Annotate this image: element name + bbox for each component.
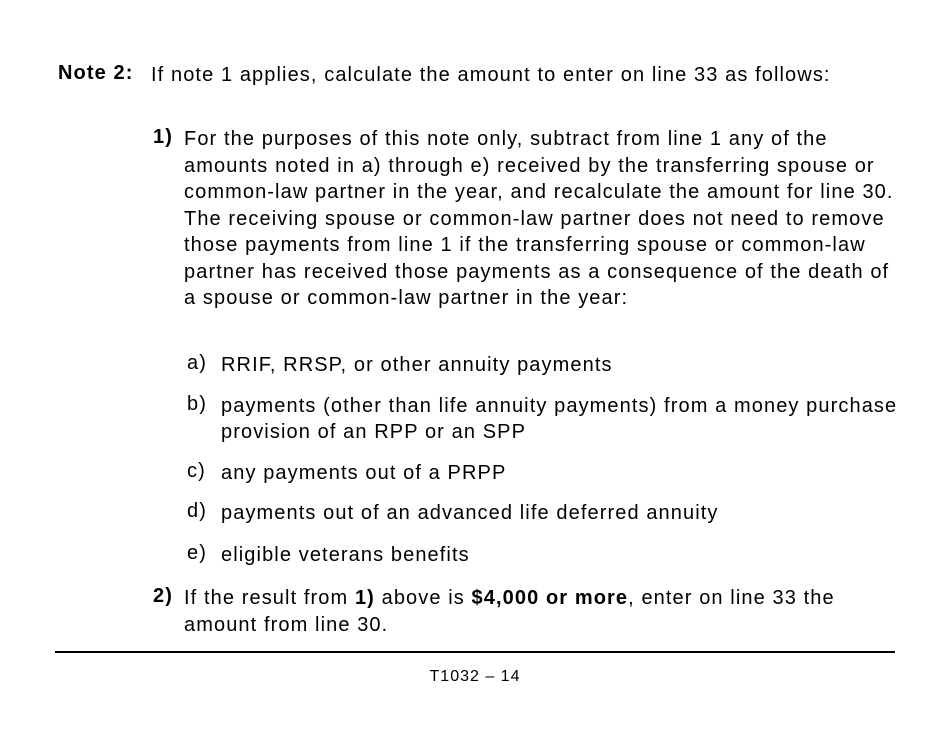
subitem-b-text: payments (other than life annuity payments) from a money purchase provision of an RPP or an SPP: [221, 395, 898, 443]
item-2-number: 2): [153, 585, 173, 607]
subitem-e-text: eligible veterans benefits: [221, 544, 470, 566]
note-intro: If note 1 applies, calculate the amount to enter on line 33 as follows:: [151, 64, 831, 86]
note-label: Note 2:: [58, 62, 134, 84]
subitem-a-letter: a): [187, 352, 207, 374]
subitem-d-text: payments out of an advanced life deferred annuity: [221, 502, 719, 524]
item-2-text-middle: above is: [374, 587, 472, 609]
item-2-text: [184, 585, 884, 639]
page-number: T1032 – 14: [429, 668, 521, 685]
item-2-threshold: $4,000 or more: [471, 587, 629, 609]
item-2-text-before: If the result from: [184, 587, 355, 609]
subitem-c-letter: c): [187, 460, 206, 482]
item-1-text: For the purposes of this note only, subtract from line 1 any of the amounts noted in a) through e) received by the transferring spouse or common-law partner in the year, and recalculate the amount for line 30. The receiving spouse or common-law partner does not need to remove those payments from line 1 if the transferring spouse or common-law partner has received those payments as a consequence of the death of a spouse or common-law partner in the year:: [184, 128, 894, 309]
item-2-ref: 1): [354, 587, 375, 609]
item-1-number: 1): [153, 126, 173, 148]
footer-divider: [55, 651, 895, 653]
item-2-text-after: , enter on line 33 the amount from line 30.: [184, 587, 835, 636]
subitem-c-text: any payments out of a PRPP: [221, 462, 507, 484]
subitem-d-letter: d): [187, 500, 207, 522]
subitem-a-text: RRIF, RRSP, or other annuity payments: [221, 354, 613, 376]
subitem-e-letter: e): [187, 542, 207, 564]
subitem-b-letter: b): [187, 393, 207, 415]
